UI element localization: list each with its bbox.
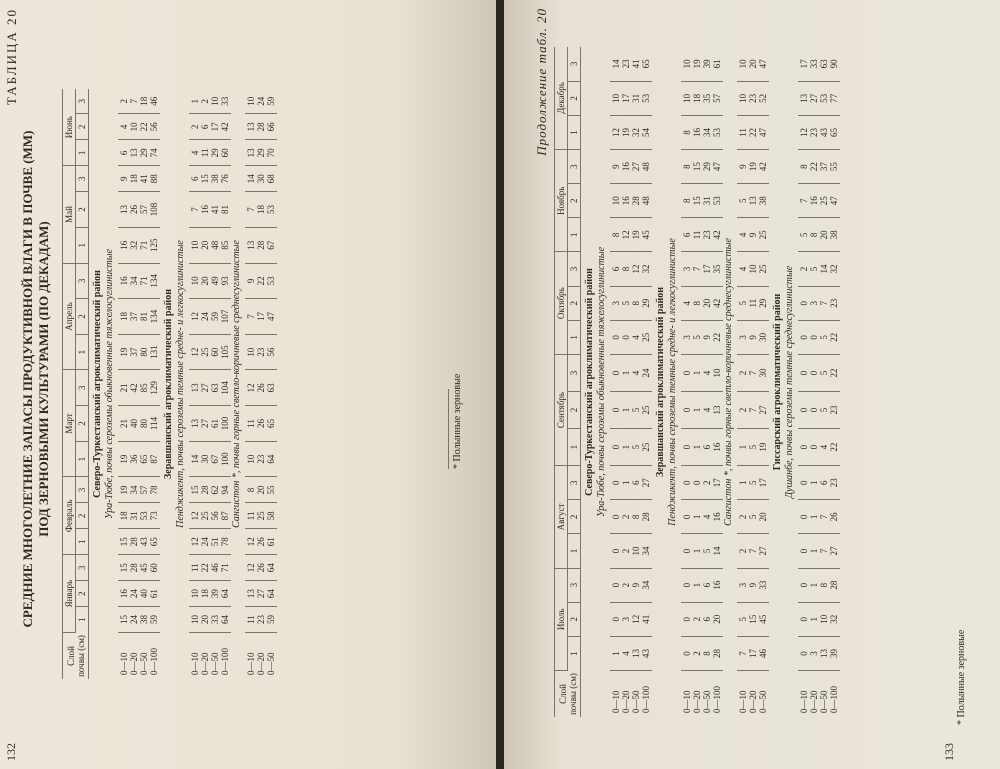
table-row — [610, 47, 652, 717]
station-soil: Душанбе, почвы сероземы темные среднесуглинистые — [784, 265, 795, 499]
soil-row — [596, 47, 610, 717]
layer-values: 0—10 0—20 0—50 — [246, 652, 276, 675]
layer-values: 0—10 0—20 0—50 0—100 — [119, 648, 159, 675]
moisture-value: 18 31 53 73 — [118, 503, 160, 529]
title-line-2: ПОД ЗЕРНОВЫМИ КУЛЬТУРАМИ (ПО ДЕКАДАМ) — [36, 221, 51, 537]
moisture-value: 0 2 9 34 — [610, 568, 652, 602]
moisture-value: 1 5 17 — [737, 466, 769, 500]
station-soil: Пенджикент, почвы сероземы темные средне- и легкосуглинистые — [667, 238, 678, 526]
moisture-value: 0 2 10 34 — [610, 534, 652, 568]
moisture-value: 0 1 6 16 — [681, 568, 723, 602]
moisture-value: 10 20 47 — [737, 47, 769, 81]
moisture-value: 9 19 42 — [737, 150, 769, 184]
moisture-value: 9 16 27 48 — [610, 150, 652, 184]
moisture-value: 0 1 6 23 — [798, 466, 840, 500]
decade-header: 2 — [568, 81, 581, 115]
moisture-value: 5 15 45 — [737, 602, 769, 636]
moisture-value: 0 0 4 25 — [610, 320, 652, 354]
region-name: Северо-Туркестанский агроклиматический район — [584, 268, 595, 496]
moisture-value: 12 19 32 54 — [610, 115, 652, 149]
moisture-value: 0 1 4 16 — [681, 500, 723, 534]
moisture-value: 13 28 67 — [245, 227, 277, 263]
moisture-value: 12 26 63 — [245, 370, 277, 406]
moisture-value: 13 27 61 100 — [189, 406, 231, 442]
moisture-value: 0 1 4 24 — [610, 354, 652, 391]
decade-header: 1 — [76, 140, 89, 166]
moisture-value: 0 1 7 27 — [798, 534, 840, 568]
table-title — [20, 49, 52, 709]
decade-header: 1 — [76, 227, 89, 263]
region-name: Зеравшанский агроклиматический район — [163, 289, 174, 480]
layer-values: 0—10 0—20 0—50 0—100 — [611, 686, 651, 713]
moisture-value: 13 27 64 — [245, 581, 277, 607]
soil-row — [231, 89, 245, 679]
moisture-value: 13 26 57 108 — [118, 192, 160, 228]
moisture-value: 0 2 8 28 — [681, 636, 723, 670]
region-row — [769, 47, 784, 717]
month-header: Октябрь — [555, 252, 568, 354]
title-line-1: СРЕДНИЕ МНОГОЛЕТНИЕ ЗАПАСЫ ПРОДУКТИВНОЙ ВЛАГИ В ПОЧВЕ (ММ) — [20, 130, 35, 628]
decade-header: 1 — [568, 534, 581, 568]
moisture-value: 8 15 31 53 — [681, 184, 723, 218]
moisture-value: 3 5 8 29 — [610, 286, 652, 320]
table-row — [681, 47, 723, 717]
layer-values: 0—10 0—20 0—50 — [738, 690, 768, 713]
moisture-value: 4 10 22 56 — [118, 114, 160, 140]
decade-header: 3 — [568, 354, 581, 391]
moisture-value: 17 33 63 90 — [798, 47, 840, 81]
decade-header: 3 — [568, 252, 581, 286]
decade-header: 3 — [568, 568, 581, 602]
month-header: Май — [63, 166, 76, 263]
moisture-value: 12 26 64 — [245, 555, 277, 581]
table-row — [118, 89, 160, 679]
region-name: Северо-Туркестанский агроклиматический район — [92, 270, 103, 498]
decade-header: 2 — [568, 286, 581, 320]
moisture-table-jul-dec — [554, 47, 840, 717]
region-row — [160, 89, 175, 679]
moisture-value: 11 25 58 — [245, 503, 277, 529]
station-soil: Сангистон *, почвы горные светло-коричневые среднесуглинистые — [231, 240, 242, 528]
moisture-value: 2 7 18 46 — [118, 89, 160, 114]
moisture-value: 3 7 17 35 — [681, 252, 723, 286]
moisture-value: 3 5 9 22 — [681, 320, 723, 354]
decade-header: 3 — [76, 89, 89, 114]
decade-header: 1 — [568, 429, 581, 466]
moisture-value: 8 12 19 45 — [610, 218, 652, 252]
layer-values: 0—10 0—20 0—50 0—100 — [190, 648, 230, 675]
moisture-value: 19 37 80 131 — [118, 334, 160, 370]
moisture-value: 10 23 52 — [737, 81, 769, 115]
table-continuation-label: Продолжение табл. 20 — [534, 8, 549, 156]
moisture-value: 16 34 71 134 — [118, 263, 160, 299]
moisture-value: 7 16 41 81 — [189, 192, 231, 228]
moisture-value: 0 2 6 20 — [681, 602, 723, 636]
moisture-value: 4 8 20 42 — [681, 286, 723, 320]
table-row — [245, 89, 277, 679]
table-row — [189, 89, 231, 679]
decade-header: 1 — [568, 320, 581, 354]
moisture-value: 7 17 46 — [737, 636, 769, 670]
moisture-value: 14 30 68 — [245, 166, 277, 192]
decade-header: 1 — [76, 607, 89, 633]
right-page — [504, 0, 1000, 769]
moisture-value: 0 3 7 23 — [798, 286, 840, 320]
moisture-value: 6 15 38 76 — [189, 166, 231, 192]
soil-row — [667, 47, 681, 717]
moisture-value: 0 2 8 28 — [610, 500, 652, 534]
moisture-value: 19 36 65 87 — [118, 441, 160, 477]
moisture-table-jan-jun — [62, 89, 277, 679]
moisture-value: 2 5 14 32 — [798, 252, 840, 286]
moisture-value: 0 1 4 13 — [681, 392, 723, 429]
soil-row — [723, 47, 737, 717]
decade-header: 2 — [76, 581, 89, 607]
moisture-value: 1 2 10 33 — [189, 89, 231, 114]
region-name: Гиссарский агроклиматический район — [772, 293, 783, 471]
book-gutter — [496, 0, 504, 769]
decade-header: 2 — [76, 299, 89, 335]
moisture-value: 12 25 56 87 — [189, 503, 231, 529]
moisture-value: 12 24 51 78 — [189, 529, 231, 555]
page-number: 133 — [942, 743, 956, 761]
decade-header: 1 — [76, 529, 89, 555]
decade-header: 2 — [568, 500, 581, 534]
moisture-value: 16 32 71 125 — [118, 227, 160, 263]
decade-header: 1 — [568, 636, 581, 670]
left-page — [0, 0, 496, 769]
moisture-value: 6 13 29 74 — [118, 140, 160, 166]
station-soil: Ура-Тюбе, почвы сероземы обыкновенные тяжелосуглинистые — [104, 248, 115, 520]
moisture-value: 10 20 49 93 — [189, 263, 231, 299]
month-header: Август — [555, 466, 568, 568]
moisture-value: 0 0 5 23 — [798, 392, 840, 429]
decade-header: 1 — [76, 334, 89, 370]
decade-header: 1 — [568, 115, 581, 149]
moisture-value: 10 23 56 — [245, 334, 277, 370]
moisture-value: 0 0 2 17 — [681, 466, 723, 500]
moisture-value: 19 34 57 78 — [118, 477, 160, 503]
decade-header: 3 — [568, 47, 581, 81]
region-row — [89, 89, 105, 679]
moisture-value: 0 3 13 39 — [798, 636, 840, 670]
moisture-value: 15 28 45 60 — [118, 555, 160, 581]
moisture-value: 2 7 27 — [737, 392, 769, 429]
moisture-value: 11 23 59 — [245, 607, 277, 633]
moisture-value: 5 11 29 — [737, 286, 769, 320]
decade-header: 3 — [76, 370, 89, 406]
moisture-value: 11 26 65 — [245, 406, 277, 442]
moisture-value: 10 18 39 64 — [189, 581, 231, 607]
moisture-value: 13 28 66 — [245, 114, 277, 140]
moisture-value: 4 9 25 — [737, 218, 769, 252]
decade-header: 3 — [76, 263, 89, 299]
decade-header: 1 — [76, 441, 89, 477]
layer-values: 0—10 0—20 0—50 0—100 — [682, 686, 722, 713]
moisture-value: 0 0 5 22 — [798, 354, 840, 391]
moisture-value: 10 18 35 57 — [681, 81, 723, 115]
table-row — [737, 47, 769, 717]
moisture-value: 0 1 6 27 — [610, 466, 652, 500]
footnote: * Полынные зерновые — [956, 629, 967, 725]
month-header: Сентябрь — [555, 354, 568, 465]
layer-values: 0—10 0—20 0—50 0—100 — [799, 686, 839, 713]
decade-header: 2 — [568, 184, 581, 218]
page-number: 132 — [4, 743, 18, 761]
moisture-value: 12 24 59 107 — [189, 299, 231, 335]
moisture-value: 1 4 13 43 — [610, 636, 652, 670]
region-row — [581, 47, 597, 717]
moisture-value: 3 9 30 — [737, 320, 769, 354]
moisture-value: 11 22 46 71 — [189, 555, 231, 581]
decade-header: 3 — [568, 466, 581, 500]
moisture-value: 16 24 40 61 — [118, 581, 160, 607]
left-page-rotated-content — [0, 0, 496, 769]
decade-header: 3 — [76, 477, 89, 503]
moisture-value: 7 18 53 — [245, 192, 277, 228]
decade-header: 3 — [568, 150, 581, 184]
moisture-value: 8 22 37 55 — [798, 150, 840, 184]
month-header: Апрель — [63, 263, 76, 370]
region-row — [652, 47, 667, 717]
moisture-value: 15 28 43 65 — [118, 529, 160, 555]
moisture-value: 6 11 23 42 — [681, 218, 723, 252]
decade-header: 2 — [568, 602, 581, 636]
moisture-value: 0 3 12 41 — [610, 602, 652, 636]
moisture-value: 21 40 80 114 — [118, 406, 160, 442]
moisture-value: 10 20 33 64 — [189, 607, 231, 633]
moisture-value: 9 22 53 — [245, 263, 277, 299]
moisture-value: 4 10 25 — [737, 252, 769, 286]
right-page-rotated-content — [504, 0, 1000, 769]
moisture-value: 3 9 33 — [737, 568, 769, 602]
moisture-value: 0 1 5 14 — [681, 534, 723, 568]
moisture-value: 0 1 5 25 — [610, 429, 652, 466]
moisture-value: 1 5 19 — [737, 429, 769, 466]
month-header: Июнь — [63, 89, 76, 166]
moisture-value: 15 24 38 59 — [118, 607, 160, 633]
moisture-value: 13 27 63 104 — [189, 370, 231, 406]
moisture-value: 0 0 5 22 — [798, 320, 840, 354]
moisture-value: 12 26 61 — [245, 529, 277, 555]
decade-header: 2 — [76, 114, 89, 140]
moisture-value: 12 23 43 65 — [798, 115, 840, 149]
moisture-value: 7 16 25 47 — [798, 184, 840, 218]
footnote: * Полынные зерновые — [452, 373, 463, 469]
decade-header: 2 — [76, 503, 89, 529]
moisture-value: 0 1 8 28 — [798, 568, 840, 602]
footnote-rule — [448, 389, 449, 469]
moisture-value: 10 20 48 85 — [189, 227, 231, 263]
moisture-value: 21 42 85 129 — [118, 370, 160, 406]
moisture-value: 10 23 64 — [245, 441, 277, 477]
moisture-value: 14 23 41 65 — [610, 47, 652, 81]
moisture-value: 2 6 17 42 — [189, 114, 231, 140]
soil-row — [104, 89, 118, 679]
moisture-value: 11 22 47 — [737, 115, 769, 149]
moisture-value: 0 1 7 26 — [798, 500, 840, 534]
table-row — [798, 47, 840, 717]
decade-header: 2 — [76, 406, 89, 442]
moisture-value: 8 16 34 53 — [681, 115, 723, 149]
moisture-value: 4 11 29 60 — [189, 140, 231, 166]
moisture-value: 13 29 70 — [245, 140, 277, 166]
moisture-value: 9 18 41 88 — [118, 166, 160, 192]
month-header: Март — [63, 370, 76, 477]
moisture-value: 0 0 4 22 — [798, 429, 840, 466]
moisture-value: 10 19 39 61 — [681, 47, 723, 81]
layer-header: Слой почвы (см) — [555, 671, 581, 718]
moisture-value: 8 15 29 47 — [681, 150, 723, 184]
layer-header: Слой почвы (см) — [63, 633, 89, 680]
decade-header: 3 — [76, 555, 89, 581]
month-header: Январь — [63, 555, 76, 633]
moisture-value: 5 13 38 — [737, 184, 769, 218]
month-header: Ноябрь — [555, 150, 568, 252]
moisture-value: 10 17 31 53 — [610, 81, 652, 115]
moisture-value: 13 27 53 77 — [798, 81, 840, 115]
moisture-value: 6 8 12 32 — [610, 252, 652, 286]
moisture-value: 7 17 47 — [245, 299, 277, 335]
moisture-value: 14 30 67 100 — [189, 441, 231, 477]
moisture-value: 2 7 30 — [737, 354, 769, 391]
soil-row — [784, 47, 798, 717]
decade-header: 2 — [76, 192, 89, 228]
moisture-value: 12 25 60 105 — [189, 334, 231, 370]
station-soil: Сангистон *, почвы горные светло-коричневые среднесуглинистые — [723, 238, 734, 526]
moisture-value: 10 16 28 48 — [610, 184, 652, 218]
moisture-value: 2 5 20 — [737, 500, 769, 534]
station-soil: Ура-Тюбе, почвы сероземы обыкновенные тяжелосуглинистые — [596, 246, 607, 518]
moisture-value: 18 37 81 134 — [118, 299, 160, 335]
table-label: ТАБЛИЦА 20 — [4, 8, 19, 106]
decade-header: 3 — [76, 166, 89, 192]
month-header: Февраль — [63, 477, 76, 555]
moisture-value: 0 1 6 16 — [681, 429, 723, 466]
soil-row — [175, 89, 189, 679]
moisture-value: 15 28 62 94 — [189, 477, 231, 503]
moisture-value: 0 1 4 10 — [681, 354, 723, 391]
region-name: Зеравшанский агроклиматический район — [655, 287, 666, 478]
decade-header: 1 — [568, 218, 581, 252]
moisture-value: 5 8 20 38 — [798, 218, 840, 252]
moisture-value: 0 1 5 25 — [610, 392, 652, 429]
moisture-value: 2 7 27 — [737, 534, 769, 568]
moisture-value: 0 1 10 32 — [798, 602, 840, 636]
month-header: Июль — [555, 568, 568, 670]
moisture-value: 10 24 59 — [245, 89, 277, 114]
decade-header: 2 — [568, 392, 581, 429]
month-header: Декабрь — [555, 47, 568, 150]
station-soil: Пенджикент, почвы сероземы темные средне- и легкосуглинистые — [175, 240, 186, 528]
moisture-value: 8 20 55 — [245, 477, 277, 503]
